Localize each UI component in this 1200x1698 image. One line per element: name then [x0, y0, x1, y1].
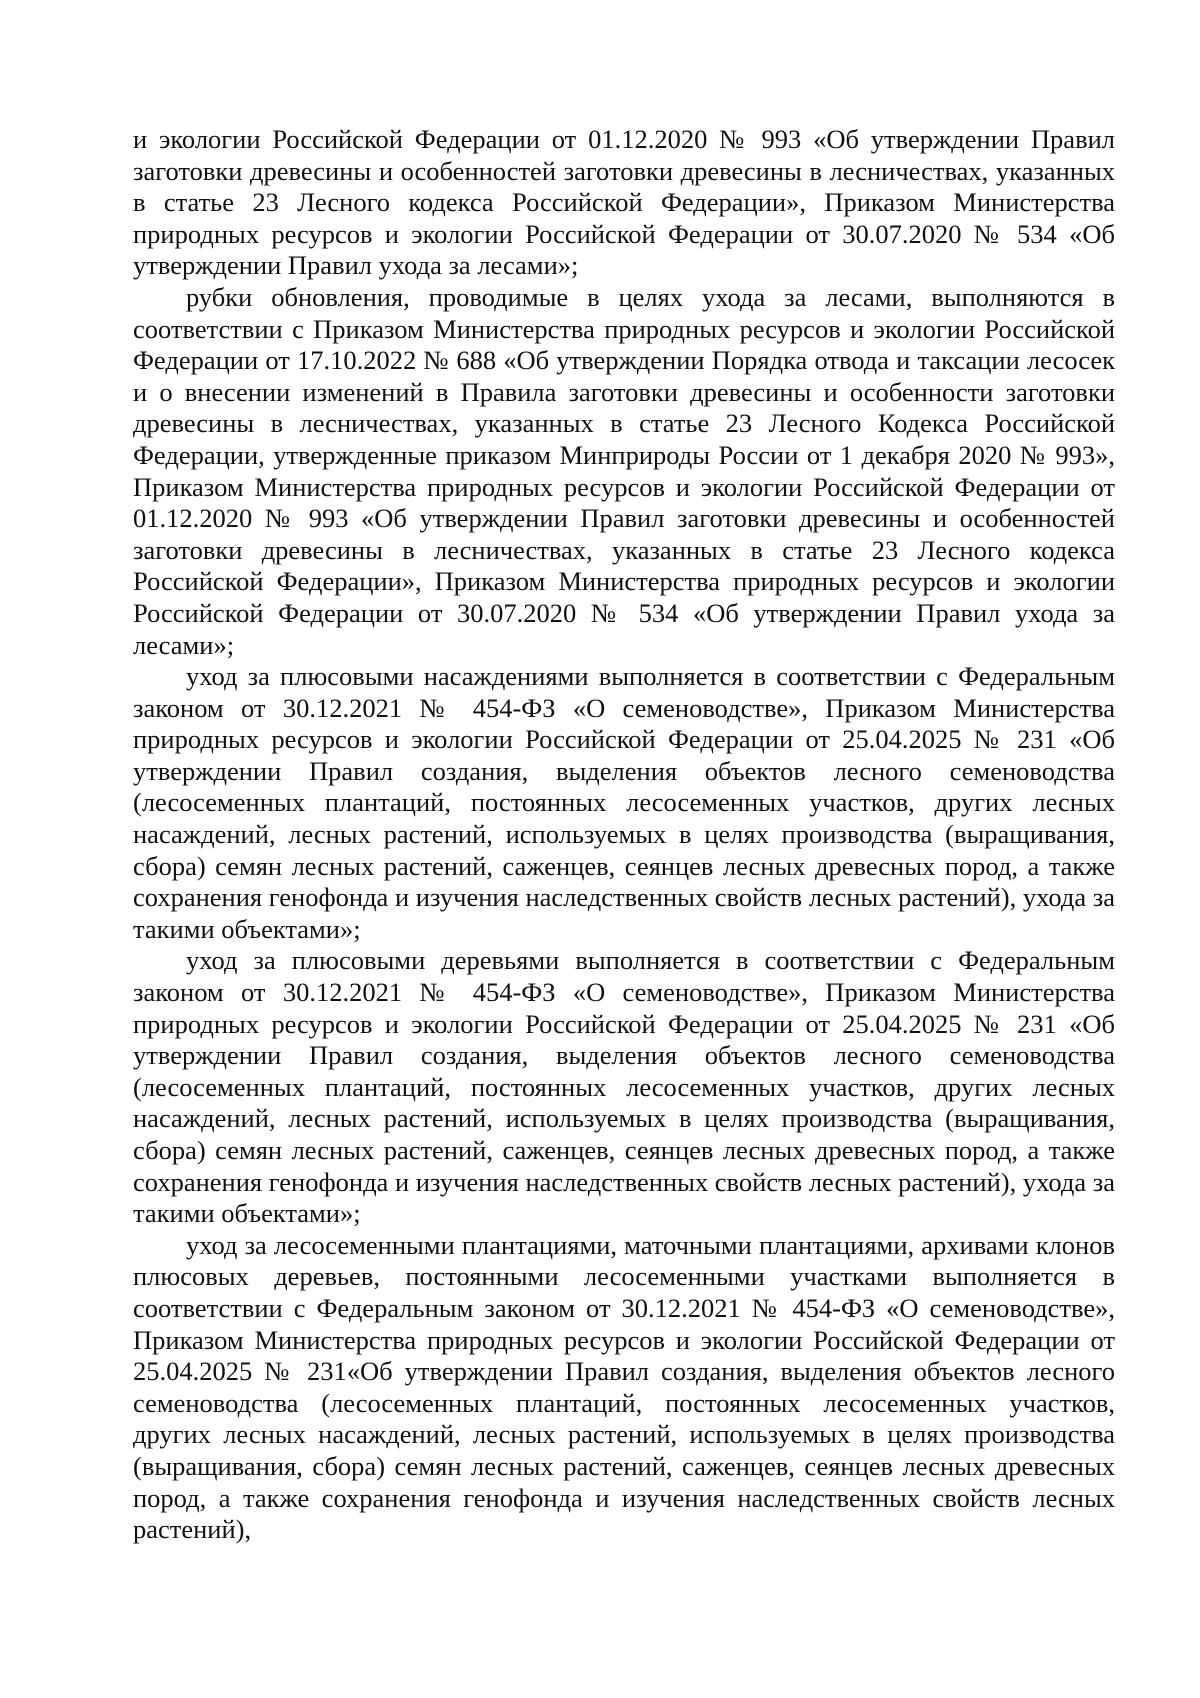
paragraph-2: рубки обновления, проводимые в целях ухода за лесами, выполняются в соответствии с Приказом Министерства природных ресурсов и экологии Российской Федерации от 17.10.2022 № 688 «Об утверждении Порядка отвода и таксации лесосек и о внесении изменений в Правила заготовки древесины и особенности заготовки древесины в лесничествах, указанных в статье 23 Лесного Кодекса Российской Федерации, утвержденные приказом Минприроды России от 1 декабря 2020 № 993», Приказом Министерства природных ресурсов и экологии Российской Федерации от 01.12.2020 № 993 «Об утверждении Правил заготовки древесины и особенностей заготовки древесины в лесничествах, указанных в статье 23 Лесного кодекса Российской Федерации», Приказом Министерства природных ресурсов и экологии Российской Федерации от 30.07.2020 № 534 «Об утверждении Правил ухода за лесами»;: [133, 281, 1115, 660]
paragraph-5: уход за лесосеменными плантациями, маточными плантациями, архивами клонов плюсовых деревьев, постоянными лесосеменными участками выполняется в соответствии с Федеральным законом от 30.12.2021 № 454-ФЗ «О семеноводстве», Приказом Министерства природных ресурсов и экологии Российской Федерации от 25.04.2025 № 231«Об утверждении Правил создания, выделения объектов лесного семеноводства (лесосеменных плантаций, постоянных лесосеменных участков, других лесных насаждений, лесных растений, используемых в целях производства (выращивания, сбора) семян лесных растений, саженцев, сеянцев лесных древесных пород, а также сохранения генофонда и изучения наследственных свойств лесных растений),: [133, 1229, 1115, 1545]
document-page: [133, 124, 1115, 1546]
paragraph-4: уход за плюсовыми деревьями выполняется в соответствии с Федеральным законом от 30.12.2021 № 454-ФЗ «О семеноводстве», Приказом Министерства природных ресурсов и экологии Российской Федерации от 25.04.2025 № 231 «Об утверждении Правил создания, выделения объектов лесного семеноводства (лесосеменных плантаций, постоянных лесосеменных участков, других лесных насаждений, лесных растений, используемых в целях производства (выращивания, сбора) семян лесных растений, саженцев, сеянцев лесных древесных пород, а также сохранения генофонда и изучения наследственных свойств лесных растений), ухода за такими объектами»;: [133, 945, 1115, 1229]
paragraph-3: уход за плюсовыми насаждениями выполняется в соответствии с Федеральным законом от 30.12.2021 № 454-ФЗ «О семеноводстве», Приказом Министерства природных ресурсов и экологии Российской Федерации от 25.04.2025 № 231 «Об утверждении Правил создания, выделения объектов лесного семеноводства (лесосеменных плантаций, постоянных лесосеменных участков, других лесных насаждений, лесных растений, используемых в целях производства (выращивания, сбора) семян лесных растений, саженцев, сеянцев лесных древесных пород, а также сохранения генофонда и изучения наследственных свойств лесных растений), ухода за такими объектами»;: [133, 661, 1115, 944]
paragraph-1: и экологии Российской Федерации от 01.12.2020 № 993 «Об утверждении Правил заготовки древесины и особенностей заготовки древесины в лесничествах, указанных в статье 23 Лесного кодекса Российской Федерации», Приказом Министерства природных ресурсов и экологии Российской Федерации от 30.07.2020 № 534 «Об утверждении Правил ухода за лесами»;: [133, 124, 1115, 281]
